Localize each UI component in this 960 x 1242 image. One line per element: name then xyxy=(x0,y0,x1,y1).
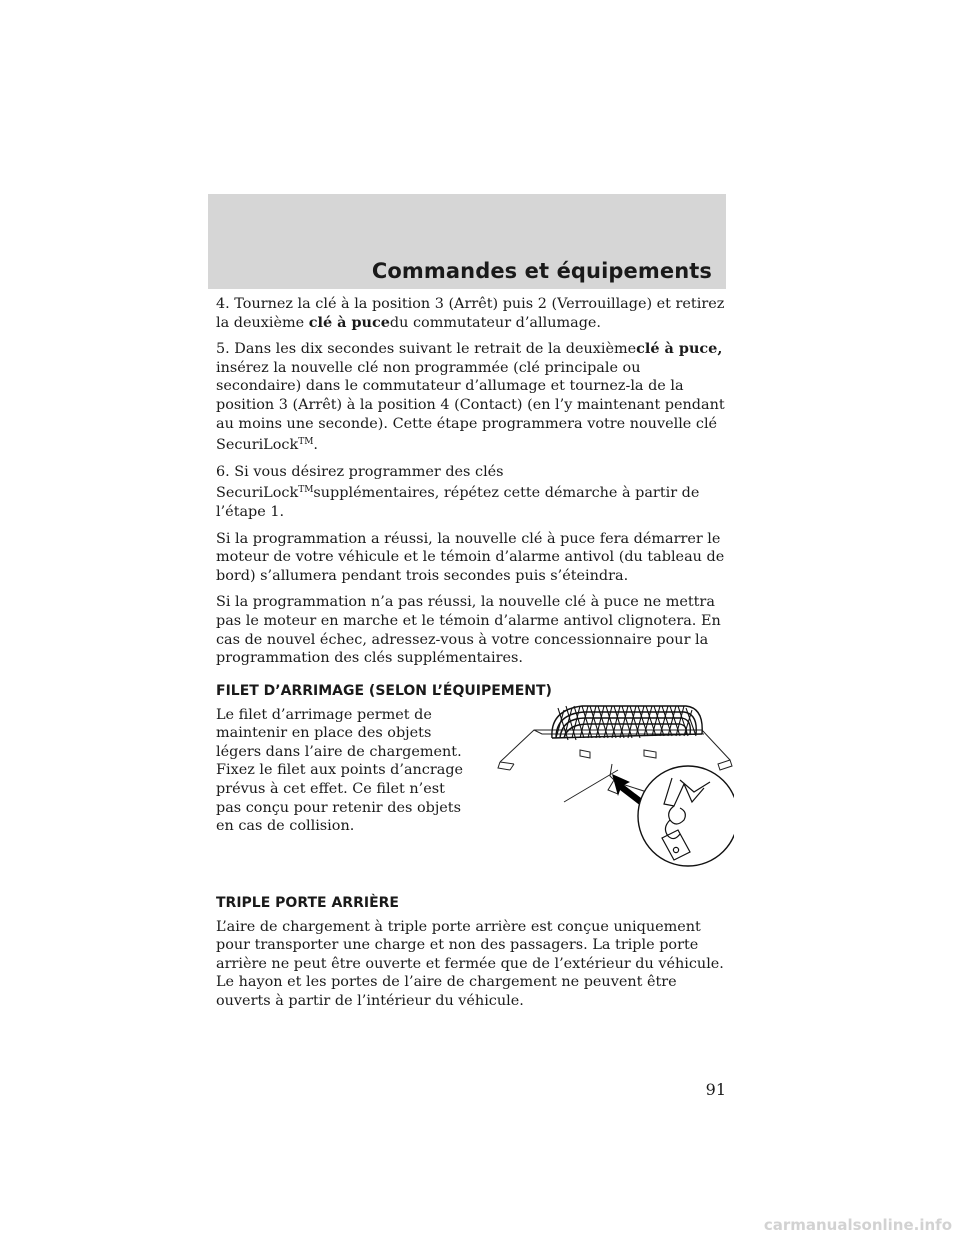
failure-paragraph: Si la programmation n’a pas réussi, la nouvelle clé à puce ne mettra pas le moteur en marche et le témoin d’alarme antivol clignotera. En cas de nouvel échec, adressez-vous à votre concessionnaire pour la programmation des clés supplémentaires. xyxy=(216,594,721,667)
section-heading-net: FILET D’ARRIMAGE (SELON L’ÉQUIPEMENT) xyxy=(216,682,552,699)
net-paragraph: Le filet d’arrimage permet de maintenir en place des objets légers dans l’aire de chargement. Fixez le filet aux points d’ancrage prévus à cet effet. Ce filet n’est pas conçu pour retenir des objets en cas de collision. xyxy=(216,706,464,835)
step-6-paragraph: 6. Si vous désirez programmer des clés SecuriLock™supplémentaires, répétez cette démarche à partir de l’étape 1. xyxy=(216,463,700,520)
page-number: 91 xyxy=(705,1080,726,1099)
trademark-mark: TM xyxy=(298,437,314,448)
header-band xyxy=(208,194,726,289)
success-paragraph: Si la programmation a réussi, la nouvelle clé à puce fera démarrer le moteur de votre véhicule et le témoin d’alarme antivol (du tableau de bord) s’allumera pendant trois secondes puis s’éteindra. xyxy=(216,530,725,584)
cargo-net-illustration xyxy=(494,704,734,870)
section-heading-rear-door: TRIPLE PORTE ARRIÈRE xyxy=(216,894,399,911)
watermark: carmanualsonline.info xyxy=(763,1216,952,1234)
step-4-paragraph: 4. Tournez la clé à la position 3 (Arrêt) puis 2 (Verrouillage) et retirez la deuxième clé à pucedu commutateur d’allumage. xyxy=(216,296,725,331)
page-content xyxy=(216,295,728,1019)
rear-door-paragraph: L’aire de chargement à triple porte arrière est conçue uniquement pour transporter une charge et non des passagers. La triple porte arrière ne peut être ouverte et fermée que de l’extérieur du véhicule. Le hayon et les portes de l’aire de chargement ne peuvent être ouverts à partir de l’intérieur du véhicule. xyxy=(216,918,724,1010)
trademark-mark: TM xyxy=(298,485,314,496)
page-title: Commandes et équipements xyxy=(371,259,712,283)
step-5-paragraph: 5. Dans les dix secondes suivant le retrait de la deuxièmeclé à puce, insérez la nouvelle clé non programmée (clé principale ou secondaire) dans le commutateur d’allumage et tournez-la de la position 3 (Arrêt) à la position 4 (Contact) (en l’y maintenant pendant au moins une seconde). Cette étape programmera votre nouvelle clé SecuriLock™. xyxy=(216,340,725,454)
net-section xyxy=(216,706,728,872)
